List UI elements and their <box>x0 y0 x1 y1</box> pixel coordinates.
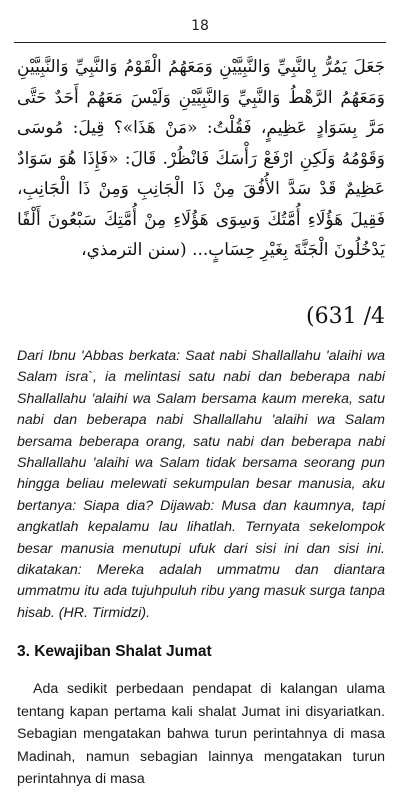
header-rule <box>14 42 386 43</box>
body-paragraph: Ada sedikit perbedaan pendapat di kalangan ulama tentang kapan pertama kali shalat Jumat ini disyariatkan. Sebagian mengatakan bahwa turun perintahnya di masa Madinah, namun sebagian lainnya mengatakan turun perintahnya di masa <box>17 681 385 787</box>
section-heading: 3. Kewajiban Shalat Jumat <box>17 643 212 660</box>
arabic-hadith-text: جَعَلَ يَمُرُّ بِالنَّبِيِّ وَالنَّبِيَّيْنِ وَمَعَهُمُ الْقَوْمُ وَالنَّبِيِّ وَالنَّبِيَّيْنِ وَمَعَهُمُ الرَّهْطُ وَالنَّبِيِّ وَالنَّبِيَّيْنِ وَلَيْسَ مَعَهُمْ أَحَدٌ حَتَّى مَرَّ بِسَوَادٍ عَظِيمٍ، فَقُلْتُ: «مَنْ هَذَا»؟ قِيلَ: مُوسَى وَقَوْمُهُ وَلَكِنِ ارْفَعْ رَأْسَكَ فَانْظُرْ. قَالَ: «فَإِذَا هُوَ سَوَادٌ عَظِيمٌ قَدْ سَدَّ الأُفُقَ مِنْ ذَا الْجَانِبِ وَمِنْ ذَا الْجَانِبِ، فَقِيلَ هَؤُلَاءِ أُمَّتُكَ وَسِوَى هَؤُلَاءِ مِنْ أُمَّتِكَ سَبْعُونَ أَلْفًا يَدْخُلُونَ الْجَنَّةَ بِغَيْرِ حِسَابٍ... (سنن الترمذي، <box>17 57 385 260</box>
hadith-translation: Dari Ibnu 'Abbas berkata: Saat nabi Shallallahu 'alaihi wa Salam isra`, ia melintasi satu nabi dan beberapa nabi Shallallahu 'alaihi wa Salam bersama kaum mereka, satu nabi dan beberapa nabi Shallallahu 'alaihi wa Salam bersama beberapa orang, satu nabi dan beberapa nabi Shallallahu 'alaihi wa Salam tidak bersama seorang pun hingga beliau melewati sekumpulan besar manusia, aku bertanya: Siapa dia? Dijawab: Musa dan kaumnya, tapi angkatlah kepalamu lau lihatlah. Ternyata sekelompok besar manusia menutupi ufuk dari sisi ini dan sisi ini. dikatakan: Mereka adalah ummatmu dan diantara ummatmu itu ada tujuhpuluh ribu yang masuk surga tanpa hisab. (HR. Tirmidzi). <box>17 348 385 621</box>
arabic-hadith-reference: 4/ 631) <box>306 304 385 329</box>
page-number: 18 <box>191 18 209 34</box>
